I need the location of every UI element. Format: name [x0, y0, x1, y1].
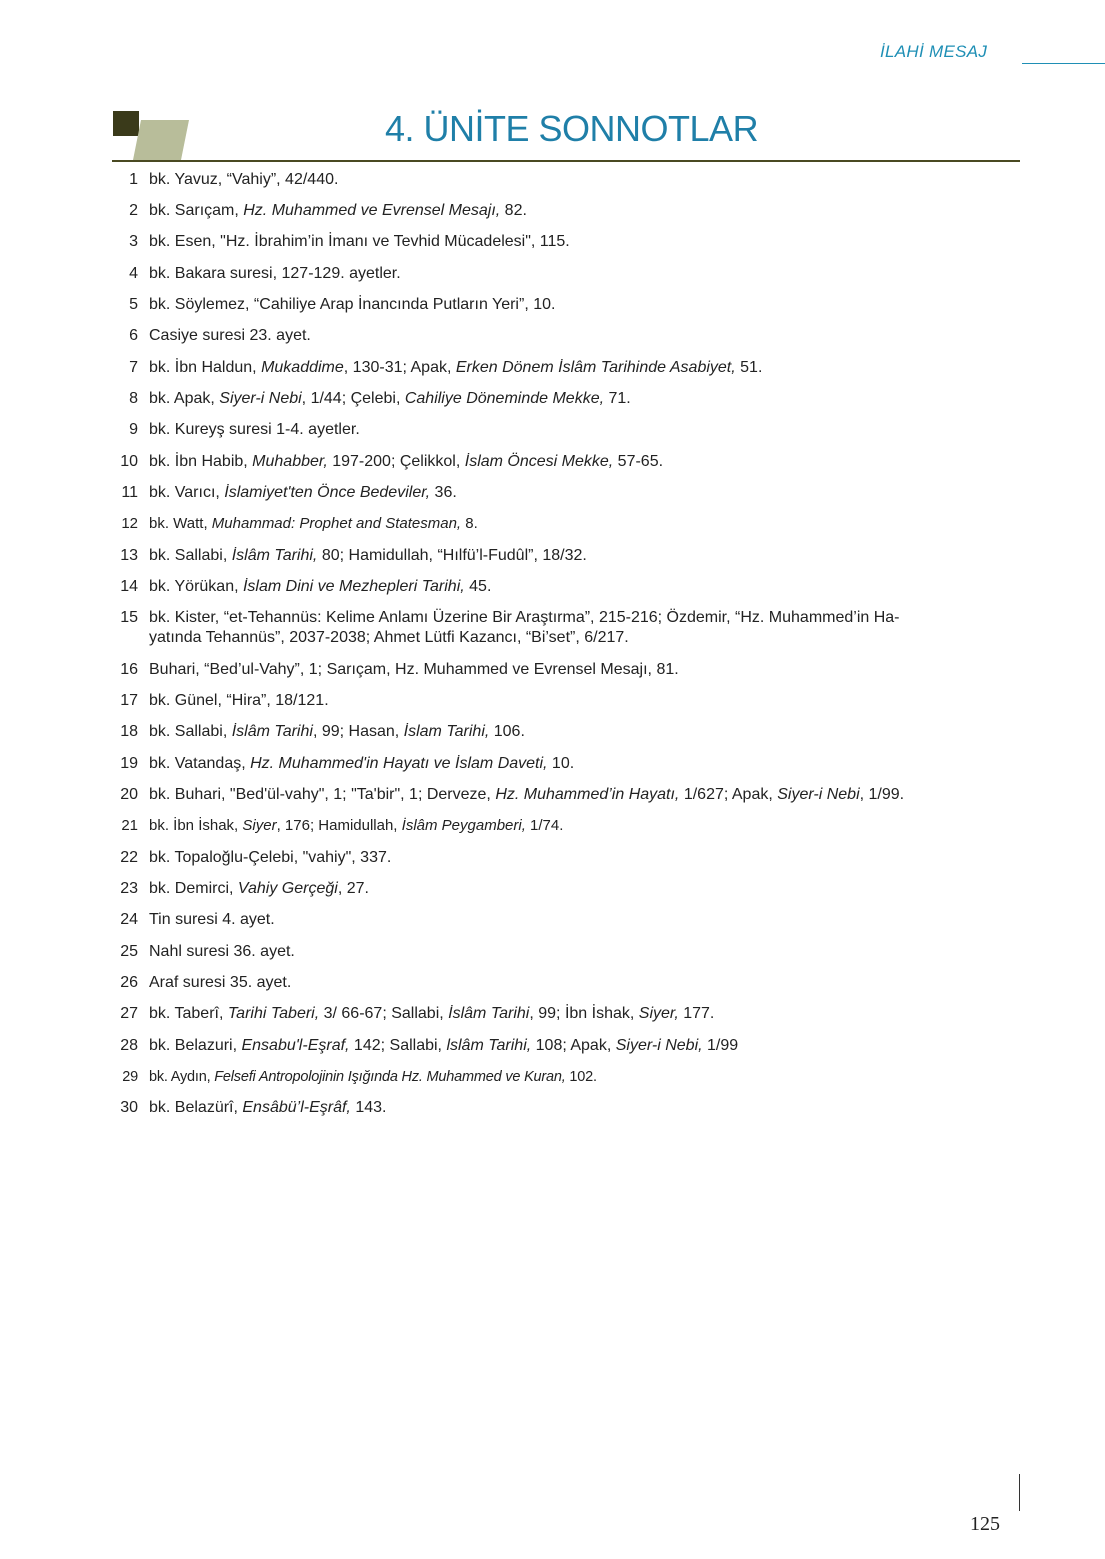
endnote-text — [149, 421, 360, 438]
endnote-text-segment: 1/74. — [525, 817, 564, 834]
endnote-title-italic: Felsefi Antropolojinin Işığında Hz. Muhammed ve Kuran, — [214, 1069, 566, 1085]
endnote-text — [149, 880, 369, 897]
endnote-title-italic: Vahiy Gerçeği — [237, 880, 338, 897]
endnote-24 — [112, 910, 1002, 930]
endnote-text-segment: bk. Taberî, — [149, 1005, 228, 1022]
endnote-title-italic: Hz. Muhammed'in Hayatı ve İslam Daveti, — [250, 755, 548, 772]
endnote-1 — [112, 170, 1002, 190]
endnote-number: 27 — [120, 1005, 138, 1022]
endnote-text — [149, 390, 631, 407]
endnote-text-segment: bk. İbn İshak, — [149, 817, 243, 834]
title-rule — [112, 160, 1020, 162]
endnote-9 — [112, 420, 1002, 440]
endnote-text — [149, 265, 401, 282]
endnote-text — [149, 233, 570, 250]
endnote-number: 9 — [129, 421, 138, 438]
endnote-26 — [112, 973, 1002, 993]
endnote-29 — [112, 1067, 1002, 1087]
endnote-text-segment: bk. Sallabi, — [149, 723, 232, 740]
endnote-text-segment: 80; Hamidullah, “Hılfü’l-Fudûl”, 18/32. — [317, 547, 587, 564]
endnote-text-segment: 1/99 — [702, 1037, 739, 1054]
endnote-text-segment: bk. Vatandaş, — [149, 755, 251, 772]
endnote-text — [149, 578, 491, 595]
endnote-text — [149, 786, 904, 803]
endnote-text-segment: 51. — [735, 359, 763, 376]
endnote-title-italic: Muhammad: Prophet and Statesman, — [211, 515, 462, 532]
endnote-number: 29 — [122, 1069, 138, 1085]
endnote-text-segment: 71. — [604, 390, 631, 407]
running-header-rule — [1022, 63, 1105, 64]
endnote-text-segment: bk. Sallabi, — [149, 547, 232, 564]
endnote-title-italic: İslam Dini ve Mezhepleri Tarihi, — [242, 578, 465, 595]
endnote-number: 18 — [120, 723, 138, 740]
endnote-7 — [112, 358, 1002, 378]
endnote-text-segment: Nahl suresi 36. ayet. — [149, 943, 295, 960]
endnote-text-segment: bk. Kister, “et-Tehannüs: Kelime Anlamı Üzerine Bir Araştırma”, 215-216; Özdemir, “Hz. Muhammed’in Ha- — [149, 609, 900, 626]
endnote-title-italic: İslam Öncesi Mekke, — [464, 453, 614, 470]
endnote-title-italic: Muhabber, — [252, 453, 328, 470]
endnote-text-segment: 106. — [489, 723, 525, 740]
endnote-text-segment: Araf suresi 35. ayet. — [149, 974, 292, 991]
endnote-4 — [112, 264, 1002, 284]
endnote-number: 20 — [120, 786, 138, 803]
endnote-number: 25 — [120, 943, 138, 960]
endnote-text-segment: 102. — [565, 1069, 597, 1085]
endnote-text-segment: 108; Apak, — [531, 1037, 616, 1054]
endnote-text-segment: bk. Sarıçam, — [149, 202, 244, 219]
page-number: 125 — [970, 1513, 1000, 1535]
endnote-text-segment: 1/627; Apak, — [679, 786, 778, 803]
endnote-text-segment: bk. Yörükan, — [149, 578, 243, 595]
endnote-text — [149, 817, 563, 834]
endnote-number: 4 — [129, 265, 138, 282]
endnote-text-segment: , 1/99. — [859, 786, 905, 803]
endnote-text-segment: bk. İbn Habib, — [149, 453, 253, 470]
endnote-25 — [112, 942, 1002, 962]
endnote-number: 28 — [120, 1037, 138, 1054]
endnote-number: 2 — [129, 202, 138, 219]
endnote-text-segment: bk. Topaloğlu-Çelebi, "vahiy", 337. — [149, 849, 392, 866]
title-decoration-dark — [113, 111, 139, 136]
endnote-21 — [112, 816, 1002, 836]
endnote-number: 22 — [120, 849, 138, 866]
endnote-8 — [112, 389, 1002, 409]
endnote-number: 13 — [120, 547, 138, 564]
endnote-text-segment: 142; Sallabi, — [349, 1037, 447, 1054]
endnote-text — [149, 515, 478, 532]
endnote-17 — [112, 691, 1002, 711]
endnote-text-segment: bk. Belazuri, — [149, 1037, 242, 1054]
endnote-title-italic: Mukaddime — [261, 359, 344, 376]
endnote-text-segment: bk. Demirci, — [149, 880, 238, 897]
endnote-16 — [112, 660, 1002, 680]
endnote-text — [149, 327, 311, 344]
endnote-text-segment: bk. Bakara suresi, 127-129. ayetler. — [149, 265, 401, 282]
endnote-13 — [112, 546, 1002, 566]
endnote-text — [149, 296, 555, 313]
endnote-text — [149, 202, 527, 219]
endnote-3 — [112, 232, 1002, 252]
endnote-text-continuation — [112, 628, 1002, 648]
endnote-text-segment: bk. Günel, “Hira”, 18/121. — [149, 692, 329, 709]
endnote-text-segment: yatında Tehannüs”, 2037-2038; Ahmet Lütfi Kazancı, “Bi’set”, 6/217. — [149, 629, 629, 646]
endnote-number: 5 — [129, 296, 138, 313]
endnote-title-italic: Siyer, — [638, 1005, 679, 1022]
endnote-text-segment: , 99; İbn İshak, — [529, 1005, 639, 1022]
endnote-title-italic: Hz. Muhammed ve Evrensel Mesajı, — [243, 202, 501, 219]
endnote-number: 24 — [120, 911, 138, 928]
endnote-title-italic: Siyer-i Nebi, — [615, 1037, 703, 1054]
endnote-text-segment: bk. Buhari, "Bed'ül-vahy", 1; "Ta'bir", 1; Derveze, — [149, 786, 496, 803]
endnote-title-italic: Tarihi Taberi, — [227, 1005, 320, 1022]
page-number-rule — [1019, 1474, 1020, 1511]
endnote-text — [149, 484, 457, 501]
endnote-text — [149, 974, 291, 991]
endnote-text — [149, 359, 762, 376]
endnote-number: 14 — [120, 578, 138, 595]
endnote-number: 15 — [120, 609, 138, 626]
title-decoration-light — [133, 120, 189, 160]
endnote-number: 16 — [120, 661, 138, 678]
endnote-22 — [112, 848, 1002, 868]
endnote-text-segment: , 1/44; Çelebi, — [301, 390, 405, 407]
endnote-text — [149, 1099, 386, 1116]
endnote-text — [149, 171, 338, 188]
endnote-5 — [112, 295, 1002, 315]
endnote-number: 23 — [120, 880, 138, 897]
endnote-title-italic: İslâm Peygamberi, — [401, 817, 526, 834]
endnote-number: 6 — [129, 327, 138, 344]
endnote-2 — [112, 201, 1002, 221]
endnote-text-segment: , 27. — [337, 880, 369, 897]
endnote-number: 8 — [129, 390, 138, 407]
endnote-6 — [112, 326, 1002, 346]
endnote-title-italic: Hz. Muhammed’in Hayatı, — [495, 786, 680, 803]
endnote-text-segment: 8. — [461, 515, 478, 532]
endnote-number: 1 — [129, 171, 138, 188]
endnote-title-italic: Siyer — [242, 817, 277, 834]
endnote-title-italic: Ensabu'l-Eşraf, — [241, 1037, 350, 1054]
endnote-14 — [112, 577, 1002, 597]
endnote-title-italic: İslam Tarihi, — [403, 723, 490, 740]
endnote-27 — [112, 1004, 1002, 1024]
endnote-text-segment: 143. — [350, 1099, 387, 1116]
endnote-text — [149, 849, 391, 866]
endnote-text — [149, 661, 679, 678]
endnote-text — [149, 1069, 597, 1085]
endnote-15 — [112, 608, 1002, 648]
endnote-title-italic: Siyer-i Nebi — [777, 786, 860, 803]
endnote-text — [149, 755, 574, 772]
endnote-text-segment: bk. Yavuz, “Vahiy”, 42/440. — [149, 171, 339, 188]
endnote-text-segment: , 130-31; Apak, — [343, 359, 456, 376]
endnote-number: 19 — [120, 755, 138, 772]
endnote-text-segment: bk. Kureyş suresi 1-4. ayetler. — [149, 421, 360, 438]
running-header: İLAHİ MESAJ — [880, 42, 988, 61]
endnote-text-segment: 82. — [500, 202, 527, 219]
endnote-text-segment: 45. — [464, 578, 492, 595]
endnote-text-segment: Buhari, “Bed’ul-Vahy”, 1; Sarıçam, Hz. Muhammed ve Evrensel Mesajı, 81. — [149, 661, 679, 678]
endnote-text-segment: , 99; Hasan, — [312, 723, 404, 740]
endnote-text — [149, 1037, 738, 1054]
endnote-text — [149, 453, 663, 470]
endnote-text-segment: Casiye suresi 23. ayet. — [149, 327, 311, 344]
endnote-title-italic: Cahiliye Döneminde Mekke, — [404, 390, 605, 407]
endnote-text-segment: bk. Apak, — [149, 390, 220, 407]
endnote-title-italic: Siyer-i Nebi — [219, 390, 302, 407]
endnote-text — [149, 943, 295, 960]
endnote-23 — [112, 879, 1002, 899]
endnote-number: 17 — [120, 692, 138, 709]
endnote-title-italic: lslâm Tarihi, — [446, 1037, 532, 1054]
endnote-text-segment: 197-200; Çelikkol, — [327, 453, 465, 470]
endnote-title-italic: İslâm Tarihi — [231, 723, 313, 740]
endnote-text — [149, 609, 900, 626]
endnote-number: 7 — [129, 359, 138, 376]
endnote-number: 30 — [120, 1099, 138, 1116]
endnote-number: 12 — [121, 515, 138, 532]
endnote-text — [149, 1005, 714, 1022]
endnote-number: 26 — [120, 974, 138, 991]
endnote-text-segment: 36. — [430, 484, 457, 501]
endnote-text-segment: 10. — [547, 755, 575, 772]
endnote-20 — [112, 785, 1002, 805]
endnote-text-segment: bk. Aydın, — [149, 1069, 215, 1085]
endnote-title-italic: İslâm Tarihi — [448, 1005, 530, 1022]
endnote-12 — [112, 514, 1002, 534]
endnote-text-segment: bk. Söylemez, “Cahiliye Arap İnancında Putların Yeri”, 10. — [149, 296, 556, 313]
endnote-text-segment: Tin suresi 4. ayet. — [149, 911, 275, 928]
endnote-title-italic: İslâm Tarihi, — [231, 547, 318, 564]
endnote-text-segment: 57-65. — [613, 453, 664, 470]
endnote-11 — [112, 483, 1002, 503]
endnote-18 — [112, 722, 1002, 742]
endnote-text-segment: bk. Belazürî, — [149, 1099, 243, 1116]
endnote-text-segment: bk. Varıcı, — [149, 484, 225, 501]
endnote-19 — [112, 754, 1002, 774]
endnote-30 — [112, 1098, 1002, 1118]
endnote-title-italic: Ensâbü’l-Eşrâf, — [242, 1099, 351, 1116]
endnote-number: 3 — [129, 233, 138, 250]
page-title: 4. ÜNİTE SONNOTLAR — [385, 108, 759, 149]
endnote-number: 21 — [121, 817, 138, 834]
endnote-number: 10 — [120, 453, 138, 470]
endnote-title-italic: İslamiyet'ten Önce Bedeviler, — [224, 484, 431, 501]
endnote-text-segment: bk. İbn Haldun, — [149, 359, 262, 376]
endnote-number: 11 — [121, 484, 138, 501]
endnote-text — [149, 723, 525, 740]
endnote-10 — [112, 452, 1002, 472]
endnote-text — [149, 692, 329, 709]
endnote-text-segment: bk. Esen, "Hz. İbrahim’in İmanı ve Tevhid Mücadelesi", 115. — [149, 233, 570, 250]
endnote-title-italic: Erken Dönem İslâm Tarihinde Asabiyet, — [455, 359, 736, 376]
endnote-text-segment: bk. Watt, — [149, 515, 212, 532]
endnote-text-segment: 177. — [678, 1005, 715, 1022]
endnote-text — [149, 911, 275, 928]
endnote-text-segment: , 176; Hamidullah, — [276, 817, 402, 834]
endnote-28 — [112, 1036, 1002, 1056]
endnote-text — [149, 547, 587, 564]
endnote-text-segment: 3/ 66-67; Sallabi, — [319, 1005, 449, 1022]
